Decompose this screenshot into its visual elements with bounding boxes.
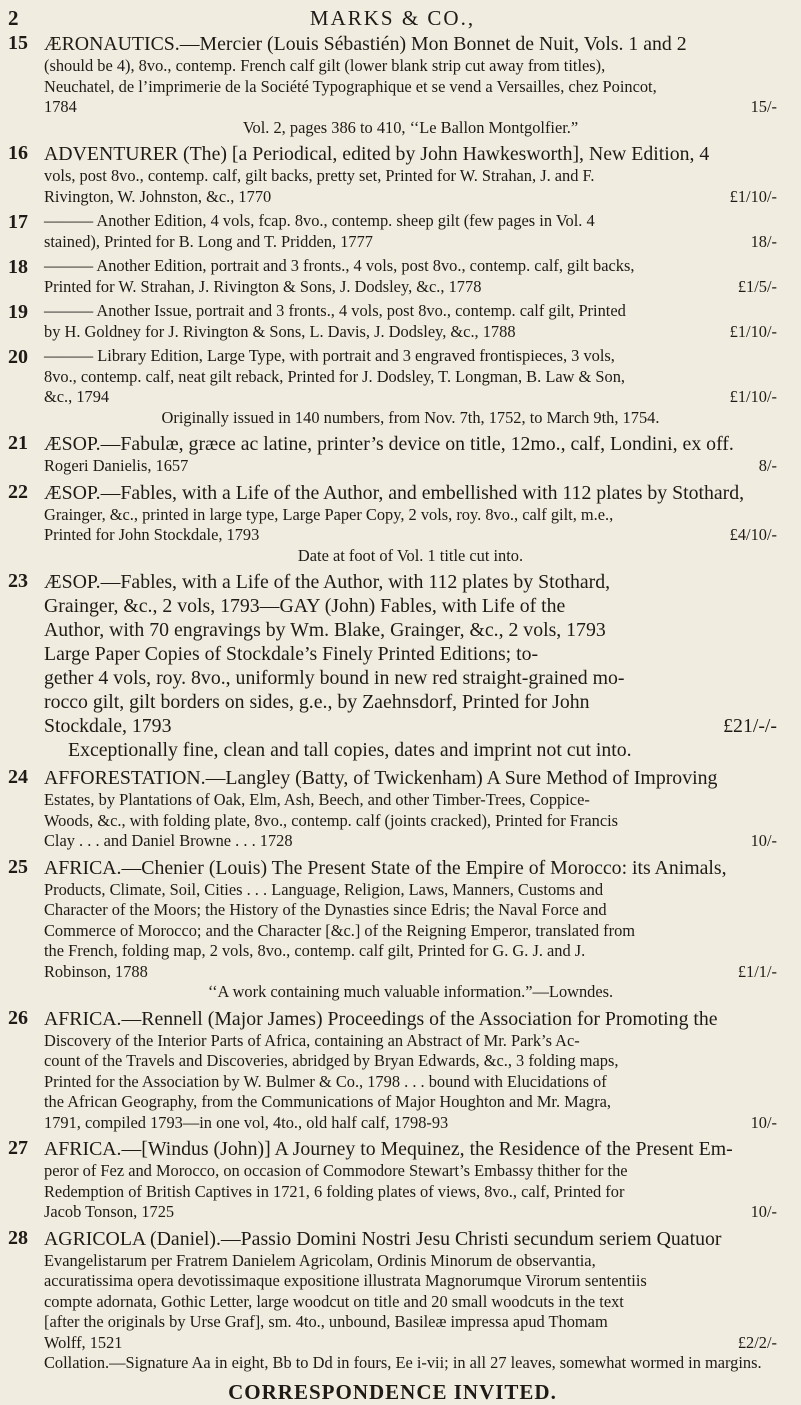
catalogue-entry — [8, 856, 777, 1003]
entry-line — [44, 1007, 777, 1031]
entry-text: ÆSOP.—Fables, with a Life of the Author, with 112 plates by Stothard, — [44, 571, 611, 593]
entry-text: Exceptionally fine, clean and tall copies, dates and imprint not cut into. — [68, 739, 632, 761]
entry-line — [44, 666, 777, 690]
entry-text: gether 4 vols, roy. 8vo., uniformly bound in new red straight-grained mo- — [44, 667, 625, 689]
page-number: 2 — [8, 6, 20, 30]
entry-line — [44, 880, 777, 901]
entry-line — [44, 1113, 777, 1134]
entry-text: ‘‘A work containing much valuable information.”—Lowndes. — [207, 982, 614, 1001]
entry-number: 21 — [8, 432, 28, 454]
entry-text: accuratissima opera devotissimaque expositione illustrata Magnorumque Virorum sententiis — [44, 1271, 647, 1290]
entry-price: 8/- — [758, 456, 777, 475]
entry-text: Estates, by Plantations of Oak, Elm, Ash, Beech, and other Timber-Trees, Coppice- — [44, 790, 590, 809]
entry-text: the African Geography, from the Communications of Major Houghton and Mr. Magra, — [44, 1092, 612, 1111]
entry-line — [44, 811, 777, 832]
entry-text: ——— Another Edition, 4 vols, fcap. 8vo., contemp. sheep gilt (few pages in Vol. 4 — [44, 211, 595, 230]
entry-text: ——— Another Edition, portrait and 3 fronts., 4 vols, post 8vo., contemp. calf, gilt backs, — [44, 256, 635, 275]
entry-text: Date at foot of Vol. 1 title cut into. — [297, 545, 524, 565]
entry-text: AFRICA.—Rennell (Major James) Proceedings of the Association for Promoting the — [44, 1007, 718, 1030]
catalogue-entry — [8, 211, 777, 252]
entry-price: 10/- — [750, 1202, 777, 1221]
entry-text: Collation.—Signature Aa in eight, Bb to Dd in fours, Ee i-vii; in all 27 leaves, somewhat wormed in margins. — [44, 1353, 762, 1372]
entry-text: &c., 1794 — [44, 387, 110, 406]
entry-text: AGRICOLA (Daniel).—Passio Domini Nostri Jesu Christi secundum seriem Quatuor — [44, 1227, 722, 1250]
entry-text: Discovery of the Interior Parts of Africa, containing an Abstract of Mr. Park’s Ac- — [44, 1030, 580, 1050]
entry-line — [44, 1292, 777, 1313]
entry-line — [44, 187, 777, 208]
entry-text: vols, post 8vo., contemp. calf, gilt backs, pretty set, Printed for W. Strahan, J. and F. — [44, 166, 595, 185]
entry-text: the French, folding map, 2 vols, 8vo., contemp. calf gilt, Printed for G. G. J. and J. — [44, 941, 586, 960]
entry-line — [44, 408, 777, 429]
entry-text: Vol. 2, pages 386 to 410, ‘‘Le Ballon Montgolfier.” — [242, 117, 579, 137]
entry-line — [44, 56, 777, 77]
entry-price: £4/10/- — [729, 525, 777, 544]
entry-text: AFRICA.—Chenier (Louis) The Present State of the Empire of Morocco: its Animals, — [44, 856, 727, 879]
entry-line — [44, 546, 777, 567]
entry-line — [44, 1092, 777, 1113]
entry-price: £1/10/- — [729, 387, 777, 406]
entry-text: Large Paper Copies of Stockdale’s Finely Printed Editions; to- — [44, 643, 539, 665]
entry-line — [44, 1227, 777, 1251]
entry-line — [44, 118, 777, 139]
entry-text: Products, Climate, Soil, Cities . . . Language, Religion, Laws, Manners, Customs and — [44, 879, 604, 899]
entry-text: by H. Goldney for J. Rivington & Sons, L. Davis, J. Dodsley, &c., 1788 — [44, 321, 516, 341]
entry-line — [44, 714, 777, 738]
entry-number: 24 — [8, 766, 28, 788]
entry-price: £1/5/- — [737, 276, 777, 296]
catalogue-entry — [8, 1007, 777, 1134]
entry-line — [44, 97, 777, 118]
entry-line — [44, 831, 777, 852]
entry-text: 8vo., contemp. calf, neat gilt reback, Printed for J. Dodsley, T. Longman, B. Law & Son, — [44, 366, 625, 386]
entry-line — [44, 738, 777, 762]
entry-price: £1/1/- — [737, 961, 777, 981]
catalogue-entry — [8, 766, 777, 852]
entry-text: Clay . . . and Daniel Browne . . . 1728 — [44, 831, 293, 850]
entry-number: 18 — [8, 256, 28, 278]
entry-text: Originally issued in 140 numbers, from Nov. 7th, 1752, to March 9th, 1754. — [161, 407, 660, 427]
entry-line — [44, 301, 777, 322]
entry-text: ÆRONAUTICS.—Mercier (Louis Sébastién) Mon Bonnet de Nuit, Vols. 1 and 2 — [44, 33, 687, 55]
entry-number: 22 — [8, 480, 28, 503]
entry-price: 15/- — [750, 97, 777, 116]
entry-text: 1784 — [44, 97, 77, 116]
entry-line — [44, 900, 777, 921]
entry-text: ÆSOP.—Fabulæ, græce ac latine, printer’s device on title, 12mo., calf, Londini, ex off. — [44, 433, 734, 455]
entry-text: Evangelistarum per Fratrem Danielem Agricolam, Ordinis Minorum de observantia, — [44, 1250, 596, 1270]
entry-line — [44, 387, 777, 408]
entry-line — [44, 1312, 777, 1333]
entry-line — [44, 367, 777, 388]
catalogue-entry — [8, 1227, 777, 1374]
entry-text: Neuchatel, de l’imprimerie de la Société Typographique et se vend a Versailles, chez Poincot, — [44, 76, 657, 96]
entry-number: 20 — [8, 346, 28, 368]
entry-price: 18/- — [750, 231, 777, 251]
entry-text: Author, with 70 engravings by Wm. Blake, Grainger, &c., 2 vols, 1793 — [44, 619, 606, 641]
entry-price: 10/- — [750, 831, 777, 850]
entry-text: peror of Fez and Morocco, on occasion of Commodore Stewart’s Embassy thither for the — [44, 1161, 628, 1180]
entry-text: Grainger, &c., 2 vols, 1793—GAY (John) Fables, with Life of the — [44, 595, 566, 617]
entry-line — [44, 921, 777, 942]
entry-number: 28 — [8, 1226, 28, 1249]
entry-price: £1/10/- — [729, 186, 777, 206]
entry-text: AFFORESTATION.—Langley (Batty, of Twickenham) A Sure Method of Improving — [44, 767, 718, 789]
entry-line — [44, 1031, 777, 1052]
entry-text: (should be 4), 8vo., contemp. French calf gilt (lower blank strip cut away from titles), — [44, 56, 606, 75]
catalogue-entry — [8, 481, 777, 567]
entry-line — [44, 322, 777, 343]
footer-notice: CORRESPONDENCE INVITED. — [228, 1379, 557, 1404]
entry-price: £2/2/- — [737, 1332, 777, 1352]
entry-line — [44, 1353, 777, 1374]
entry-price: £1/10/- — [729, 321, 777, 341]
entry-text: ——— Another Issue, portrait and 3 fronts., 4 vols, post 8vo., contemp. calf gilt, Printed — [44, 301, 626, 320]
entry-line — [44, 1333, 777, 1354]
entry-line — [44, 1051, 777, 1072]
entry-text: [after the originals by Urse Graf], sm. 4to., unbound, Basileæ impressa apud Thomam — [44, 1312, 608, 1331]
entry-text: Character of the Moors; the History of the Dynasties since Edris; the Naval Force and — [44, 900, 607, 919]
catalogue-entry — [8, 570, 777, 762]
entry-price: 10/- — [750, 1112, 777, 1132]
entry-line — [44, 481, 777, 505]
entry-line — [44, 1072, 777, 1093]
entry-text: Printed for the Association by W. Bulmer & Co., 1798 . . . bound with Elucidations of — [44, 1071, 607, 1091]
entry-line — [44, 211, 777, 232]
entry-number: 23 — [8, 570, 28, 592]
entry-text: Jacob Tonson, 1725 — [44, 1202, 175, 1221]
entry-text: Grainger, &c., printed in large type, Large Paper Copy, 2 vols, roy. 8vo., calf gilt, m.e., — [44, 504, 614, 524]
entry-text: compte adornata, Gothic Letter, large woodcut on title and 20 small woodcuts in the text — [44, 1291, 624, 1311]
entry-line — [44, 941, 777, 962]
entry-line — [44, 766, 777, 790]
entry-number: 17 — [8, 211, 28, 233]
entry-number: 25 — [8, 855, 28, 878]
entry-text: Wolff, 1521 — [44, 1332, 123, 1352]
entry-text: 1791, compiled 1793—in one vol, 4to., old half calf, 1798-93 — [44, 1112, 449, 1132]
entry-line — [44, 982, 777, 1003]
entry-list — [8, 32, 777, 1374]
entry-line — [44, 232, 777, 253]
entry-text: Commerce of Morocco; and the Character [&c.] of the Reigning Emperor, translated from — [44, 920, 636, 940]
catalogue-entry — [8, 346, 777, 428]
entry-number: 26 — [8, 1006, 28, 1029]
catalogue-entry — [8, 142, 777, 207]
entry-line — [44, 525, 777, 546]
catalogue-entry — [8, 32, 777, 138]
entry-line — [44, 790, 777, 811]
entry-text: rocco gilt, gilt borders on sides, g.e., by Zaehnsdorf, Printed for John — [44, 691, 590, 713]
entry-line — [44, 856, 777, 880]
entry-line — [44, 1161, 777, 1182]
entry-text: Woods, &c., with folding plate, 8vo., contemp. calf (joints cracked), Printed for Francis — [44, 810, 619, 830]
entry-line — [44, 1251, 777, 1272]
catalogue-entry — [8, 256, 777, 297]
entry-number: 15 — [8, 32, 28, 54]
entry-line — [44, 456, 777, 477]
entry-text: stained), Printed for B. Long and T. Pridden, 1777 — [44, 231, 373, 251]
entry-line — [44, 277, 777, 298]
entry-number: 27 — [8, 1137, 28, 1159]
entry-text: Rogeri Danielis, 1657 — [44, 456, 189, 475]
entry-number: 19 — [8, 301, 28, 323]
entry-line — [44, 256, 777, 277]
entry-line — [44, 166, 777, 187]
entry-line — [44, 570, 777, 594]
running-head: MARKS & CO., — [309, 6, 476, 30]
entry-line — [44, 77, 777, 98]
entry-line — [44, 505, 777, 526]
entry-line — [44, 642, 777, 666]
entry-text: Rivington, W. Johnston, &c., 1770 — [44, 186, 272, 206]
entry-line — [44, 1137, 777, 1161]
entry-line — [44, 962, 777, 983]
catalogue-entry — [8, 301, 777, 342]
entry-text: Redemption of British Captives in 1721, 6 folding plates of views, 8vo., calf, Printed for — [44, 1181, 625, 1201]
entry-line — [44, 32, 777, 56]
entry-line — [44, 594, 777, 618]
entry-text: ——— Library Edition, Large Type, with portrait and 3 engraved frontispieces, 3 vols, — [44, 346, 615, 365]
entry-line — [44, 1182, 777, 1203]
entry-text: Printed for W. Strahan, J. Rivington & Sons, J. Dodsley, &c., 1778 — [44, 276, 482, 296]
entry-text: ÆSOP.—Fables, with a Life of the Author, and embellished with 112 plates by Stothard, — [44, 481, 745, 504]
page-header — [8, 6, 777, 32]
entry-line — [44, 346, 777, 367]
entry-text: Robinson, 1788 — [44, 961, 148, 981]
entry-text: Printed for John Stockdale, 1793 — [44, 525, 260, 544]
entry-number: 16 — [8, 142, 28, 164]
entry-line — [44, 142, 777, 166]
catalogue-entry — [8, 432, 777, 477]
entry-text: AFRICA.—[Windus (John)] A Journey to Mequinez, the Residence of the Present Em- — [44, 1138, 733, 1160]
entry-line — [44, 618, 777, 642]
entry-line — [44, 432, 777, 456]
entry-line — [44, 690, 777, 714]
entry-text: ADVENTURER (The) [a Periodical, edited by John Hawkesworth], New Edition, 4 — [44, 143, 710, 165]
entry-line — [44, 1202, 777, 1223]
catalogue-entry — [8, 1137, 777, 1223]
entry-price: £21/-/- — [723, 715, 777, 737]
entry-text: Stockdale, 1793 — [44, 715, 172, 737]
entry-text: count of the Travels and Discoveries, abridged by Bryan Edwards, &c., 3 folding maps, — [44, 1051, 619, 1070]
entry-line — [44, 1271, 777, 1292]
